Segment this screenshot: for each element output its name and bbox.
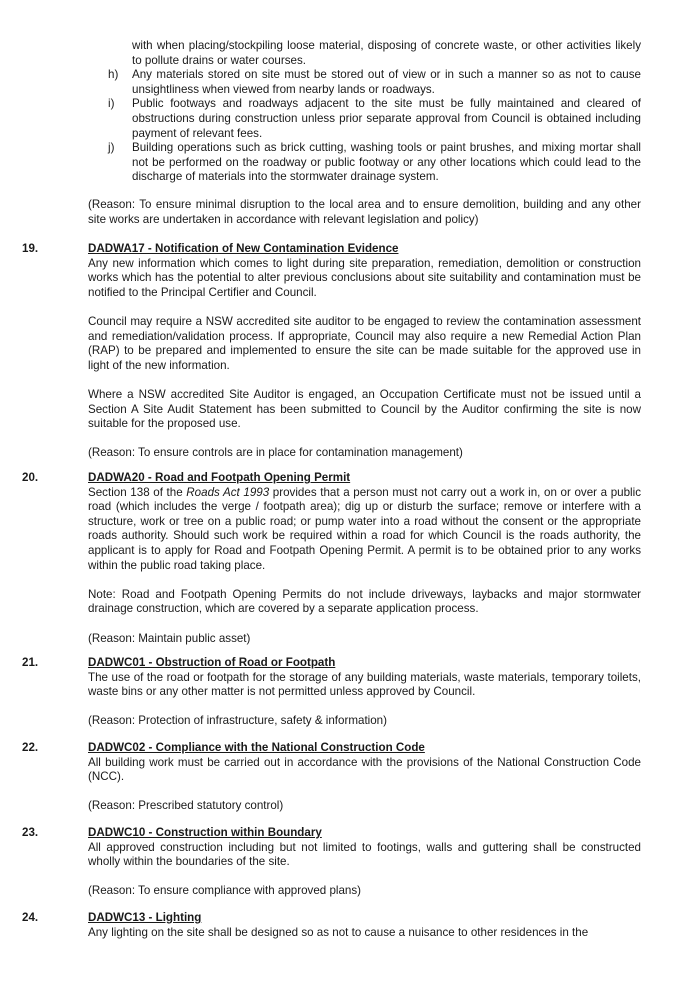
condition-paragraph: All building work must be carried out in accordance with the provisions of the National Construction Code (NCC).	[88, 755, 641, 784]
reason-text: (Reason: Protection of infrastructure, safety & information)	[88, 714, 387, 728]
condition-number: 22.	[22, 741, 39, 754]
condition-paragraph	[88, 486, 641, 574]
condition-title: DADWC10 - Construction within Boundary	[88, 826, 322, 839]
condition-body	[88, 656, 641, 744]
reason-text: (Reason: Prescribed statutory control)	[88, 799, 284, 813]
condition-number: 19.	[22, 242, 39, 255]
list-item-i	[88, 97, 641, 141]
condition-number: 20.	[22, 471, 39, 484]
condition-note: Note: Road and Footpath Opening Permits do not include driveways, laybacks and major stormwater drainage construction, which are covered by a separate application process.	[88, 587, 641, 616]
list-item-text: with when placing/stockpiling loose material, disposing of concrete waste, or other activities likely to pollute drains or water courses.	[132, 39, 641, 67]
list-item-text: Any materials stored on site must be stored out of view or in such a manner so as not to cause unsightliness when viewed from nearby lands or roadways.	[132, 68, 641, 96]
list-marker: j)	[108, 141, 115, 155]
condition-title: DADWC01 - Obstruction of Road or Footpath	[88, 656, 336, 669]
list-item-h	[88, 68, 641, 97]
condition-body	[88, 471, 641, 661]
reason-site-works	[88, 198, 641, 227]
condition-body	[88, 826, 641, 914]
list-marker: h)	[108, 68, 119, 82]
condition-body	[88, 242, 641, 476]
text-run: provides that a person must not carry out a work in, on or over a public road (which includes the verge / footpath area); dig up or disturb the surface; remove or interfere with a structure, work or tree on a public road; or pump water into a road without the consent or the appropriate roads authority. Should such work be required within a road for which Council is the roads authority, the applicant is to apply for Road and Footpath Opening Permit. A permit is to be obtained prior to any works within the public road taking place.	[88, 485, 641, 572]
act-name: Roads Act 1993	[186, 485, 270, 499]
site-works-list	[88, 39, 641, 185]
condition-number: 23.	[22, 826, 39, 839]
list-item-continued	[88, 39, 641, 68]
list-item-text: Public footways and roadways adjacent to the site must be fully maintained and cleared of obstructions during construction unless prior separate approval from Council is obtained including payment of relevant fees.	[132, 97, 641, 140]
condition-body	[88, 741, 641, 829]
condition-paragraph: The use of the road or footpath for the storage of any building materials, waste materials, temporary toilets, waste bins or any other matter is not permitted unless approved by Council.	[88, 670, 641, 699]
condition-number: 21.	[22, 656, 39, 669]
condition-paragraph: Any new information which comes to light during site preparation, remediation, demolition or construction works which has the potential to alter previous conclusions about site suitability and contamination must be notified to the Principal Certifier and Council.	[88, 256, 641, 299]
reason-text: (Reason: To ensure compliance with approved plans)	[88, 884, 362, 898]
list-item-text: Building operations such as brick cutting, washing tools or paint brushes, and mixing mortar shall not be performed on the roadway or public footway or any other locations which could lead to the discharge of materials into the stormwater drainage system.	[132, 141, 641, 184]
list-marker: i)	[108, 97, 115, 111]
reason-text: (Reason: To ensure minimal disruption to the local area and to ensure demolition, building and any other site works are undertaken in accordance with relevant legislation and policy)	[88, 198, 641, 226]
condition-paragraph: Council may require a NSW accredited site auditor to be engaged to review the contamination assessment and remediation/validation process. If appropriate, Council may also require a new Remedial Action Plan (RAP) to be prepared and implemented to ensure the site can be made suitable for the approved use in light of the new information.	[88, 314, 641, 372]
condition-body	[88, 911, 641, 955]
condition-paragraph: Where a NSW accredited Site Auditor is engaged, an Occupation Certificate must not be issued until a Section A Site Audit Statement has been submitted to Council by the Auditor confirming the site is now suitable for the proposed use.	[88, 387, 641, 431]
condition-paragraph: Any lighting on the site shall be designed so as not to cause a nuisance to other residences in the	[88, 925, 589, 939]
list-item-j	[88, 141, 641, 185]
reason-text: (Reason: To ensure controls are in place for contamination management)	[88, 446, 463, 460]
text-run: Section 138 of the	[88, 485, 187, 499]
reason-text: (Reason: Maintain public asset)	[88, 631, 251, 645]
condition-number: 24.	[22, 911, 39, 924]
condition-title: DADWC02 - Compliance with the National Construction Code	[88, 741, 425, 754]
condition-title: DADWA17 - Notification of New Contamination Evidence	[88, 242, 399, 255]
condition-title: DADWC13 - Lighting	[88, 911, 202, 924]
condition-title: DADWA20 - Road and Footpath Opening Permit	[88, 471, 351, 484]
condition-paragraph: All approved construction including but not limited to footings, walls and guttering shall be constructed wholly within the boundaries of the site.	[88, 840, 641, 869]
